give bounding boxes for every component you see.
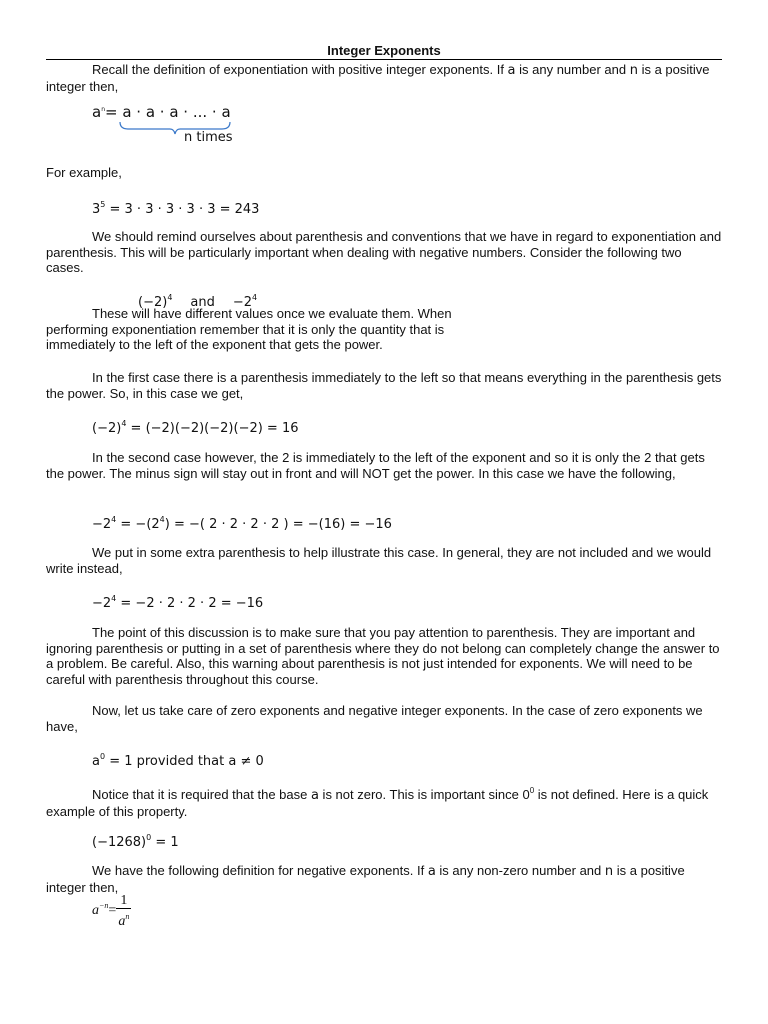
title-rule xyxy=(46,59,722,60)
paragraph-second-case: In the second case however, the 2 is immediately to the left of the exponent and so it is only the 2 that gets the power. The minus sign will stay out in front and will NOT get the power. In this case we have the following, xyxy=(46,450,705,481)
definition-equation: $a^n= a \cdot a \cdot a$ · ... · a xyxy=(92,103,231,121)
zero-exponent-example: $(-1268)^0 = 1$ xyxy=(92,833,179,850)
simplified-equation: $-2^4 = -2 \cdot 2 \cdot 2 \cdot 2 = -16$ xyxy=(92,594,264,611)
negative-exponent-definition: $a^{-n}=$ $\frac{1}{a^n}$ xyxy=(92,893,130,929)
example-equation: $3^5 = 3 \cdot 3 \cdot 3 \cdot 3 \cdot 3 = 243$ xyxy=(92,200,260,217)
paragraph-first-case: In the first case there is a parenthesis immediately to the left so that means everything in the parenthesis gets the power. So, in this case we get, xyxy=(46,370,722,401)
paragraph-base-not-zero: Notice that it is required that the base a is not zero. This is important since $0^0$ is not defined. Here is a quick example of this property. xyxy=(46,786,709,819)
page-title: Integer Exponents xyxy=(327,43,441,58)
paragraph-zero-exponents: Now, let us take care of zero exponents and negative integer exponents. In the case of zero exponents we have, xyxy=(46,703,703,734)
two-cases: $(-2)^4$ and $-2^4$ xyxy=(138,293,258,310)
paragraph-definition: Recall the definition of exponentiation with positive integer exponents. If a is any number and n is a positive integer then, xyxy=(46,62,710,94)
fraction: $\frac{1}{a^n}$ xyxy=(118,893,130,929)
zero-exponent-equation: $a^0 = 1$ provided that a ≠ 0 xyxy=(92,752,264,769)
paragraph-different-values: These will have different values once we evaluate them. When performing exponentiation remember that it is only the quantity that is immediately to the left of the exponent that gets the power. xyxy=(46,306,452,352)
brace-label: n times xyxy=(184,130,233,145)
second-case-equation: $-2^4 = -(2^4)$ = −( 2 · 2 · 2 · 2 ) = −(16) = −16 xyxy=(92,515,392,532)
paragraph-for-example: For example, xyxy=(46,165,122,180)
paragraph-parenthesis: We should remind ourselves about parenthesis and conventions that we have in regard to exponentiation and parenthesis. This will be particularly important when dealing with negative numbers. Consider the following two cases. xyxy=(46,229,722,275)
paragraph-negative-exponents: We have the following definition for negative exponents. If a is any non-zero number and n is a positive integer then, xyxy=(46,863,685,895)
paragraph-point-of-discussion: The point of this discussion is to make sure that you pay attention to parenthesis. They are important and ignoring parenthesis or putting in a set of parenthesis where they do not belong can completely change the answer to a problem. Be careful. Also, this warning about parenthesis is not just intended for exponents. We will need to be careful with parenthesis throughout this course. xyxy=(46,625,720,687)
paragraph-extra-parenthesis: We put in some extra parenthesis to help illustrate this case. In general, they are not included and we would write instead, xyxy=(46,545,712,576)
first-case-equation: $(-2)^4 = (-2)(-2)(-2)(-2) = 16$ xyxy=(92,419,299,436)
